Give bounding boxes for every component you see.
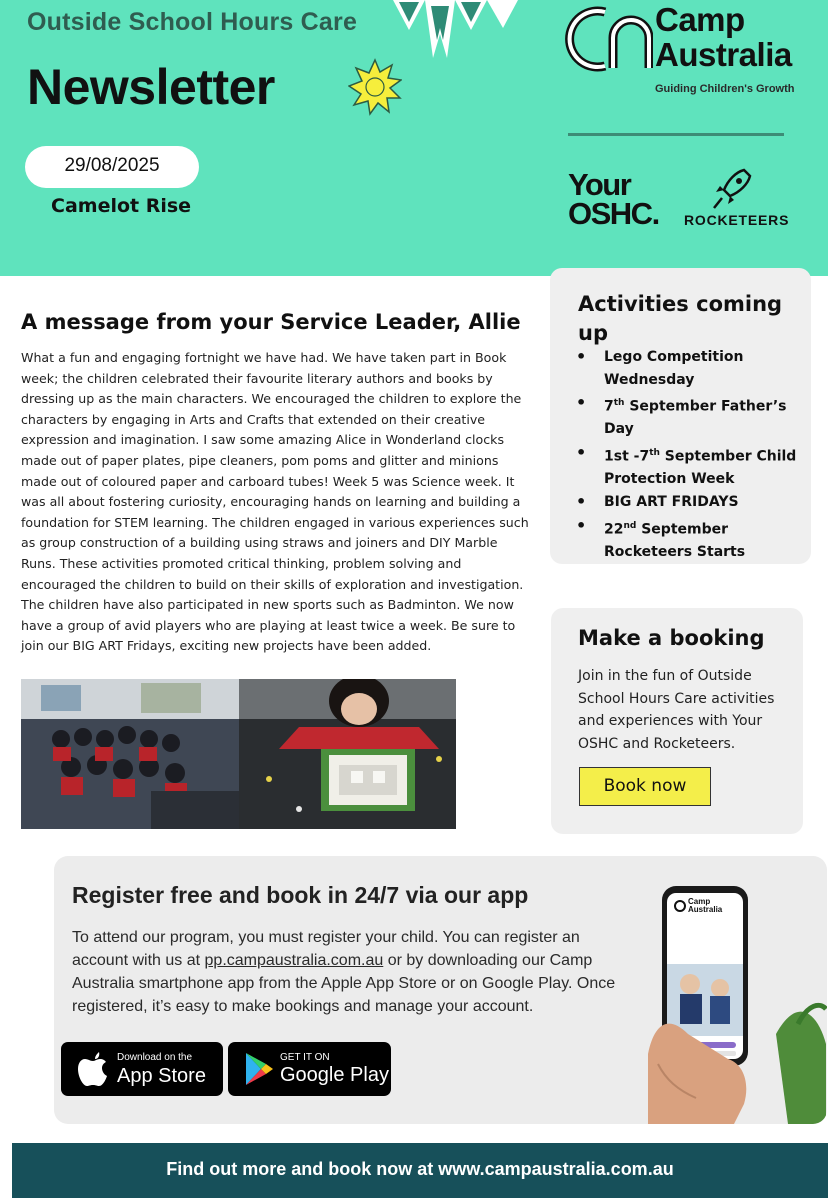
google-play-button[interactable] [228, 1042, 391, 1096]
activity-item: • 22nd September Rocketeers Starts [604, 515, 804, 564]
activity-item: • BIG ART FRIDAYS [604, 491, 804, 514]
bunting-decoration-icon [393, 0, 518, 64]
app-store-label: App Store [117, 1065, 206, 1087]
service-name: Camelot Rise [51, 195, 192, 217]
google-play-icon [244, 1052, 274, 1086]
app-store-button[interactable] [61, 1042, 223, 1096]
sun-icon [348, 58, 402, 116]
rocket-icon [710, 166, 754, 210]
register-title: Register free and book in 24/7 via our app [72, 882, 529, 908]
program-name: Outside School Hours Care [27, 8, 358, 36]
booking-text: Join in the fun of Outside School Hours Care activities and experiences with Your OSHC and Rocketeers. [578, 668, 775, 752]
marble-run-photo [239, 679, 456, 829]
register-panel [54, 856, 827, 1124]
footer-banner[interactable]: Find out more and book now at www.campaustralia.com.au [12, 1143, 828, 1198]
google-play-label: Google Play [280, 1064, 389, 1086]
booking-card [551, 608, 803, 834]
register-body: To attend our program, you must register your child. You can register an account with us at pp.campaustralia.com.au or by downloading our Camp Australia smartphone app from the Apple App Store or on Google Play. Once registered, it’s easy to make bookings and manage your account. [72, 929, 616, 1015]
phone-in-hand-image [648, 884, 827, 1124]
register-link[interactable]: pp.campaustralia.com.au [204, 952, 384, 969]
app-store-small: Download on the [117, 1052, 193, 1063]
children-group-photo [21, 679, 239, 829]
google-play-small: GET IT ON [280, 1052, 330, 1063]
phone-brand-line2: Australia [688, 905, 723, 914]
message-title: A message from your Service Leader, Allie [21, 310, 521, 334]
activities-list [604, 346, 804, 564]
booking-title: Make a booking [578, 626, 765, 650]
activity-item: • Lego Competition Wednesday [604, 346, 804, 391]
activities-card [550, 268, 811, 564]
brand-tagline: Guiding Children's Growth [655, 83, 795, 95]
header-divider [568, 133, 784, 136]
rocketeers-logo: ROCKETEERS [684, 212, 790, 228]
newsletter-header [0, 0, 828, 276]
newsletter-title: Newsletter [27, 59, 275, 115]
camp-australia-logo-icon [565, 4, 653, 76]
apple-icon [77, 1050, 109, 1088]
phone-brand-line1: Camp [688, 897, 711, 906]
activities-title: Activities coming up [578, 292, 783, 345]
message-body: What a fun and engaging fortnight we have had. We have taken part in Book week; the children celebrated their favourite literary authors and books by dressing up as the main characters. We encouraged the children to explore the characters by engaging in Arts and Crafts that extended on their creative expression and imagination. I saw some amazing Alice in Wonderland clocks made out of paper plates, pipe cleaners, pom poms and glitter and minions made out of coloured paper and carboard tubes! Week 5 was Science week. It was all about fostering curiosity, encouraging hands on learning and building a foundation for STEM learning. The children engaged in various experiences such as group construction of a building using straws and joiners and DIY Marble Runs. These activities promoted critical thinking, problem solving and encouraged the children to build on their skills of exploration and investigation. The children have also participated in new sports such as Badminton. We now have a group of avid players who are playing at least twice a week. Be sure to join our BIG ART Fridays, exciting new projects have been added. [21, 350, 529, 654]
your-oshc-logo: Your OSHC. [568, 167, 659, 231]
brand-name: Camp Australia [655, 1, 792, 73]
book-now-button[interactable]: Book now [579, 767, 711, 806]
date-badge: 29/08/2025 [25, 146, 199, 188]
activity-item: • 7th September Father’s Day [604, 392, 804, 441]
activity-item: • 1st -7th September Child Protection Week [604, 442, 804, 491]
